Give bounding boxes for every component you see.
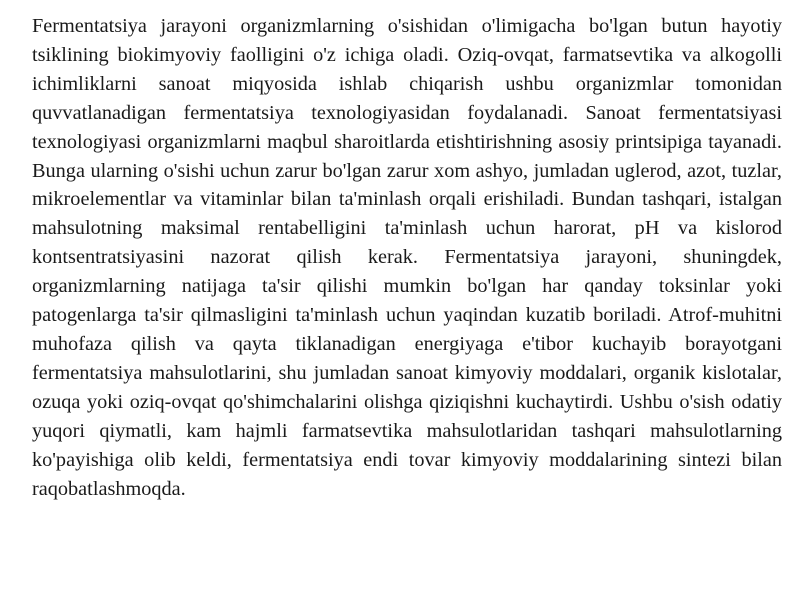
body-paragraph: Fermentatsiya jarayoni organizmlarning o'sishidan o'limigacha bo'lgan butun hayotiy tsiklining biokimyoviy faolligini o'z ichiga oladi. Oziq-ovqat, farmatsevtika va alkogolli ichimliklarni sanoat miqyosida ishlab chiqarish ushbu organizmlar tomonidan quvvatlanadigan fermentatsiya texnologiyasidan foydalanadi. Sanoat fermentatsiyasi texnologiyasi organizmlarni maqbul sharoitlarda etishtirishning asosiy printsipiga tayanadi. Bunga ularning o'sishi uchun zarur bo'lgan zarur xom ashyo, jumladan uglerod, azot, tuzlar, mikroelementlar va vitaminlar bilan ta'minlash orqali erishiladi. Bundan tashqari, istalgan mahsulotning maksimal rentabelligini ta'minlash uchun harorat, pH va kislorod kontsentratsiyasini nazorat qilish kerak. Fermentatsiya jarayoni, shuningdek, organizmlarning natijaga ta'sir qilishi mumkin bo'lgan har qanday toksinlar yoki patogenlarga ta'sir qilmasligini ta'minlash uchun yaqindan kuzatib boriladi. Atrof-muhitni muhofaza qilish va qayta tiklanadigan energiyaga e'tibor kuchayib borayotgani fermentatsiya mahsulotlarini, shu jumladan sanoat kimyoviy moddalari, organik kislotalar, ozuqa yoki oziq-ovqat qo'shimchalarini olishga qiziqishni kuchaytirdi. Ushbu o'sish odatiy yuqori qiymatli, kam hajmli farmatsevtika mahsulotlaridan tashqari mahsulotlarning ko'payishiga olib keldi, fermentatsiya endi tovar kimyoviy moddalarining sintezi bilan raqobatlashmoqda. [32,15,782,500]
document-page [32,12,782,503]
